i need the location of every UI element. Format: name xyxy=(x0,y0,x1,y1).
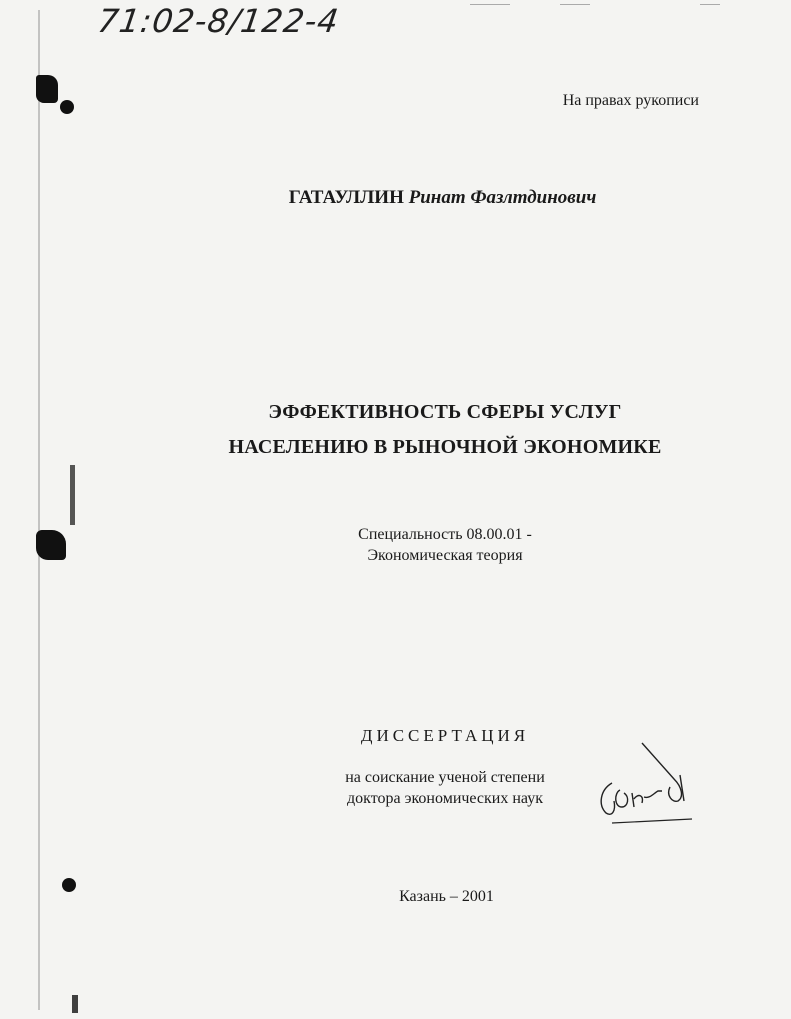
specialty-code: Специальность 08.00.01 - xyxy=(358,526,532,543)
title-line: НАСЕЛЕНИЮ В РЫНОЧНОЙ ЭКОНОМИКЕ xyxy=(228,436,662,458)
dissertation-title xyxy=(0,395,791,465)
scan-blot xyxy=(36,75,58,103)
place-and-year: Казань – 2001 xyxy=(399,888,494,905)
degree-line: доктора экономических наук xyxy=(347,790,543,807)
degree-line: на соискание ученой степени xyxy=(345,769,545,786)
scan-mark xyxy=(470,4,510,5)
specialty xyxy=(0,524,791,566)
handwritten-signature xyxy=(592,735,702,825)
title-line: ЭФФЕКТИВНОСТЬ СФЕРЫ УСЛУГ xyxy=(268,401,622,423)
scan-blot xyxy=(72,995,78,1013)
specialty-name: Экономическая теория xyxy=(367,547,523,564)
archive-number: 71:02-8/122-4 xyxy=(95,2,342,40)
manuscript-rights-note: На правах рукописи xyxy=(562,92,699,109)
author-given-names: Ринат Фазлтдинович xyxy=(408,187,597,208)
binding-edge-line xyxy=(38,10,40,1010)
document-type: ДИССЕРТАЦИЯ xyxy=(360,726,530,745)
scan-mark xyxy=(560,4,590,5)
scan-mark xyxy=(700,4,720,5)
scan-blot xyxy=(60,100,74,114)
author-name xyxy=(0,187,791,209)
author-surname: ГАТАУЛЛИН xyxy=(288,187,404,208)
scan-blot xyxy=(70,465,75,525)
